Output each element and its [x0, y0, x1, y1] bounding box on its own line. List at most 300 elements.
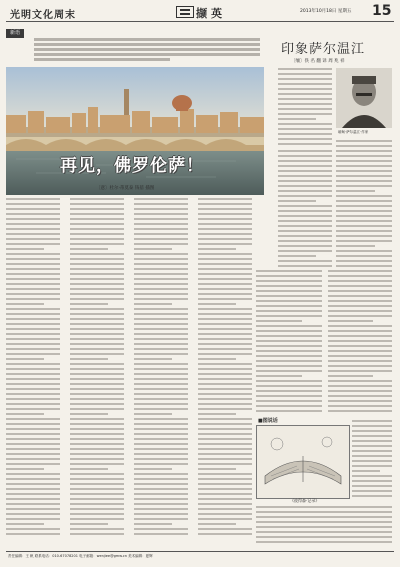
text-line [256, 395, 322, 397]
page-number: 15 [372, 3, 392, 19]
text-line [198, 473, 252, 475]
text-line [328, 395, 392, 397]
text-line [256, 300, 322, 302]
text-line [336, 155, 392, 157]
text-line [198, 308, 252, 310]
text-line [70, 328, 124, 330]
text-line [6, 273, 60, 275]
text-line [6, 233, 60, 235]
text-line [134, 238, 188, 240]
text-line [134, 223, 188, 225]
text-line [352, 430, 392, 432]
text-line [278, 180, 332, 182]
text-line [352, 475, 392, 477]
text-line [198, 343, 252, 345]
text-line [336, 180, 392, 182]
text-line [70, 268, 124, 270]
text-line [70, 418, 124, 420]
text-line [6, 518, 60, 520]
text-line [70, 373, 124, 375]
text-line [256, 405, 322, 407]
text-line [6, 278, 60, 280]
text-line [256, 541, 392, 543]
text-line [278, 225, 332, 227]
text-line [256, 330, 322, 332]
text-line [134, 333, 188, 335]
text-line [278, 88, 332, 90]
text-line [134, 478, 188, 480]
text-line [256, 370, 322, 372]
text-line [198, 223, 252, 225]
portrait-caption: 缅甸·萨尔温江·作家 [338, 130, 369, 134]
text-line [256, 390, 322, 392]
text-line [70, 528, 124, 530]
text-line [70, 273, 124, 275]
text-line [70, 488, 124, 490]
text-line [198, 428, 252, 430]
text-line [134, 313, 188, 315]
text-line [198, 318, 252, 320]
text-line [198, 508, 252, 510]
text-line [134, 518, 188, 520]
text-line [134, 468, 172, 470]
picture-box-title: ■图说话 [258, 418, 278, 424]
text-line [70, 503, 124, 505]
text-line [6, 418, 60, 420]
text-line [278, 133, 332, 135]
text-line [134, 388, 188, 390]
text-line [328, 370, 392, 372]
text-line [256, 350, 322, 352]
text-line [6, 478, 60, 480]
text-line [256, 270, 322, 272]
text-line [134, 498, 188, 500]
text-line [134, 263, 188, 265]
text-line [336, 245, 375, 247]
text-line [328, 280, 392, 282]
lead-paragraph [34, 38, 260, 62]
text-line [256, 345, 322, 347]
text-line [198, 363, 252, 365]
text-column [336, 140, 392, 270]
text-line [198, 233, 252, 235]
text-line [352, 490, 392, 492]
text-line [6, 353, 60, 355]
text-line [198, 288, 252, 290]
text-line [70, 448, 124, 450]
text-line [352, 420, 392, 422]
text-line [70, 343, 124, 345]
text-line [198, 438, 252, 440]
text-line [352, 445, 392, 447]
text-line [6, 243, 60, 245]
text-line [198, 268, 252, 270]
text-line [278, 108, 332, 110]
text-line [198, 328, 252, 330]
text-line [352, 440, 392, 442]
text-line [328, 360, 392, 362]
text-line [6, 213, 60, 215]
text-line [6, 523, 44, 525]
portrait-svg [336, 68, 392, 128]
text-line [198, 218, 252, 220]
text-line [336, 145, 392, 147]
text-line [336, 185, 392, 187]
text-line [6, 368, 60, 370]
text-line [198, 248, 236, 250]
text-line [70, 388, 124, 390]
text-line [352, 450, 392, 452]
text-line [134, 243, 188, 245]
text-line [328, 345, 392, 347]
text-line [6, 333, 60, 335]
text-line [70, 303, 108, 305]
book-caption: 《彼得森·记录》 [290, 498, 320, 503]
text-line [198, 443, 252, 445]
text-column [6, 198, 60, 538]
text-line [352, 435, 392, 437]
text-line [198, 323, 252, 325]
text-line [328, 285, 392, 287]
text-line [278, 155, 332, 157]
text-line [134, 348, 188, 350]
text-line [198, 198, 252, 200]
text-line [328, 390, 392, 392]
text-line [256, 400, 322, 402]
text-line [336, 225, 392, 227]
text-line [134, 253, 188, 255]
text-line [6, 293, 60, 295]
text-line [134, 373, 188, 375]
text-line [6, 448, 60, 450]
text-line [352, 485, 392, 487]
text-line [6, 413, 44, 415]
text-line [198, 458, 252, 460]
text-line [70, 293, 124, 295]
text-line [134, 503, 188, 505]
text-line [328, 350, 392, 352]
text-line [134, 473, 188, 475]
text-line [134, 353, 188, 355]
text-line [256, 290, 322, 292]
text-line [6, 258, 60, 260]
text-line [336, 150, 392, 152]
section-icon [176, 6, 194, 18]
text-line [278, 103, 332, 105]
text-line [134, 248, 172, 250]
text-line [336, 165, 392, 167]
text-line [278, 83, 332, 85]
text-line [198, 513, 252, 515]
column-tag: 新语 [6, 29, 24, 38]
text-line [70, 323, 124, 325]
text-line [134, 288, 188, 290]
text-line [134, 523, 172, 525]
text-line [328, 300, 392, 302]
text-line [198, 433, 252, 435]
text-line [278, 205, 332, 207]
text-line [70, 203, 124, 205]
text-line [6, 533, 60, 535]
text-line [70, 363, 124, 365]
text-line [256, 365, 322, 367]
text-line [6, 363, 60, 365]
text-line [256, 285, 322, 287]
text-line [278, 118, 316, 120]
text-line [6, 438, 60, 440]
text-line [70, 223, 124, 225]
text-column [352, 420, 392, 500]
text-column [278, 68, 332, 148]
text-line [336, 190, 375, 192]
book-illustration-svg [257, 426, 349, 498]
text-line [6, 408, 60, 410]
text-line [336, 160, 392, 162]
text-line [6, 503, 60, 505]
text-line [278, 160, 332, 162]
text-line [336, 220, 392, 222]
text-line [6, 388, 60, 390]
text-line [198, 503, 252, 505]
text-line [198, 298, 252, 300]
text-line [198, 478, 252, 480]
text-line [198, 418, 252, 420]
text-line [336, 235, 392, 237]
text-line [70, 353, 124, 355]
text-line [6, 373, 60, 375]
text-line [198, 358, 236, 360]
text-line [198, 258, 252, 260]
text-line [278, 68, 332, 70]
text-line [328, 355, 392, 357]
text-line [134, 533, 188, 535]
text-line [70, 263, 124, 265]
text-line [198, 313, 252, 315]
text-line [352, 495, 392, 497]
text-line [198, 493, 252, 495]
text-line [198, 333, 252, 335]
text-line [6, 268, 60, 270]
issue-date: 2013年10月18日 星期五 [300, 9, 352, 14]
text-line [198, 353, 252, 355]
text-line [328, 365, 392, 367]
text-line [6, 358, 44, 360]
text-line [198, 378, 252, 380]
text-line [6, 343, 60, 345]
text-line [70, 213, 124, 215]
text-line [134, 403, 188, 405]
text-line [134, 458, 188, 460]
text-line [6, 498, 60, 500]
right-article-title: 印象萨尔温江 [281, 42, 366, 57]
newspaper-brand: 光明文化周末 [10, 10, 76, 21]
text-line [198, 423, 252, 425]
text-line [6, 508, 60, 510]
text-line [134, 368, 188, 370]
text-line [278, 128, 332, 130]
text-line [336, 200, 392, 202]
text-line [6, 218, 60, 220]
text-line [198, 253, 252, 255]
text-line [256, 275, 322, 277]
text-line [278, 78, 332, 80]
text-line [134, 428, 188, 430]
text-line [328, 310, 392, 312]
text-line [134, 408, 188, 410]
text-line [6, 228, 60, 230]
text-line [70, 468, 108, 470]
text-line [336, 210, 392, 212]
text-line [134, 203, 188, 205]
text-line [198, 488, 252, 490]
text-line [256, 335, 322, 337]
text-line [70, 208, 124, 210]
text-line [256, 521, 392, 523]
text-line [6, 488, 60, 490]
text-line [70, 438, 124, 440]
text-line [198, 498, 252, 500]
text-line [134, 378, 188, 380]
text-line [6, 198, 60, 200]
text-line [134, 363, 188, 365]
text-line [70, 198, 124, 200]
text-line [278, 113, 332, 115]
text-line [328, 290, 392, 292]
text-line [278, 265, 332, 267]
text-line [256, 511, 392, 513]
text-line [70, 483, 124, 485]
text-line [70, 403, 124, 405]
text-line [70, 398, 124, 400]
text-line [6, 403, 60, 405]
text-line [278, 123, 332, 125]
text-line [6, 433, 60, 435]
text-line [328, 325, 392, 327]
text-line [198, 203, 252, 205]
text-line [328, 305, 392, 307]
text-line [70, 428, 124, 430]
text-line [6, 338, 60, 340]
text-line [70, 228, 124, 230]
text-line [6, 318, 60, 320]
text-line [6, 383, 60, 385]
text-line [198, 293, 252, 295]
text-line [336, 195, 392, 197]
text-line [198, 243, 252, 245]
text-line [134, 528, 188, 530]
text-line [256, 355, 322, 357]
footer-rule [6, 551, 394, 552]
text-line [198, 373, 252, 375]
text-line [336, 170, 392, 172]
text-line [278, 250, 332, 252]
text-line [134, 438, 188, 440]
text-line [70, 233, 124, 235]
text-line [6, 458, 60, 460]
text-line [70, 348, 124, 350]
text-line [278, 73, 332, 75]
text-line [198, 303, 236, 305]
text-line [352, 465, 392, 467]
book-illustration [256, 425, 350, 499]
text-line [198, 518, 252, 520]
text-line [70, 238, 124, 240]
text-line [328, 375, 373, 377]
text-line [278, 235, 332, 237]
text-column [198, 198, 252, 538]
text-column [134, 198, 188, 538]
text-line [352, 470, 380, 472]
text-line [70, 433, 124, 435]
text-line [278, 200, 316, 202]
text-line [278, 260, 332, 262]
text-line [278, 185, 332, 187]
text-line [70, 338, 124, 340]
text-line [134, 283, 188, 285]
text-line [6, 253, 60, 255]
text-line [278, 175, 332, 177]
text-line [198, 483, 252, 485]
text-line [134, 453, 188, 455]
text-line [6, 423, 60, 425]
text-line [134, 383, 188, 385]
text-line [6, 328, 60, 330]
text-line [256, 410, 322, 412]
text-line [6, 463, 60, 465]
text-line [134, 513, 188, 515]
text-line [328, 320, 373, 322]
text-line [6, 398, 60, 400]
text-line [134, 318, 188, 320]
text-line [70, 248, 108, 250]
text-line [328, 295, 392, 297]
text-line [6, 303, 44, 305]
text-line [70, 413, 108, 415]
text-line [134, 213, 188, 215]
text-line [134, 418, 188, 420]
text-line [134, 293, 188, 295]
text-line [6, 513, 60, 515]
text-line [278, 245, 332, 247]
text-line [336, 255, 392, 257]
text-line [70, 378, 124, 380]
section-title: 撷英 [196, 7, 226, 20]
text-line [278, 220, 332, 222]
text-line [352, 425, 392, 427]
text-line [70, 498, 124, 500]
text-line [198, 453, 252, 455]
text-line [256, 375, 302, 377]
text-line [256, 295, 322, 297]
text-line [336, 265, 392, 267]
text-line [256, 385, 322, 387]
right-article-author: 〔缅〕佚 名 翻 译 周 兆 祥 [291, 59, 345, 64]
text-line [278, 230, 332, 232]
text-line [6, 468, 44, 470]
text-line [6, 308, 60, 310]
text-line [198, 523, 236, 525]
text-line [198, 228, 252, 230]
text-line [278, 195, 332, 197]
text-line [256, 340, 322, 342]
text-line [134, 398, 188, 400]
text-line [70, 478, 124, 480]
text-line [198, 213, 252, 215]
text-line [70, 283, 124, 285]
text-line [134, 393, 188, 395]
text-line [6, 238, 60, 240]
text-line [134, 508, 188, 510]
